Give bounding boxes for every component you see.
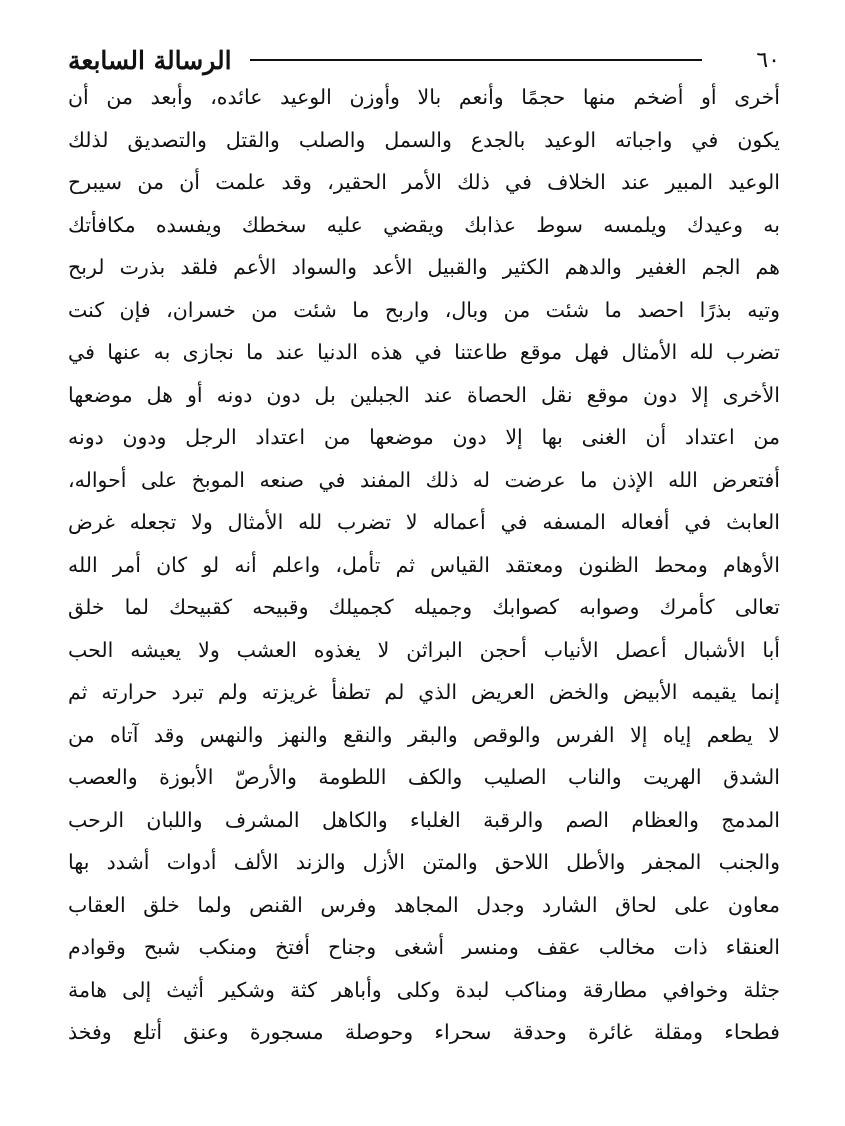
text-line: لا يطعم إياه إلا الفرس والوقص والبقر والنقع والنهز والنهس وقد آتاه من (68, 722, 780, 747)
text-line: تضرب لله الأمثال فهل موقع طاعتنا في هذه الدنيا عند ما نجازى به عنها في (68, 340, 780, 364)
text-line: فطحاء ومقلة غائرة وحدقة سحراء وحوصلة مسجورة وعنق أتلع وفخذ (68, 1020, 780, 1044)
text-line: إنما يقيمه الأبيض والخض العريض الذي لم تطفأ غريزته ولم تبرد حرارته ثم (68, 680, 780, 704)
text-line: تعالى كأمرك وصوابه كصوابك وجميله كجميلك وقبيحه كقبيحك لما خلق (68, 595, 780, 619)
text-line: به وعيدك ويلمسه سوط عذابك ويقضي عليه سخطك ويفسده مكافأتك (68, 212, 780, 237)
text-line: العابث في أفعاله المسفه في أعماله لا تضرب لله الأمثال ولا تجعله غرض (68, 510, 780, 534)
text-line: الأوهام ومحط الظنون ومعتقد القياس ثم تأمل، واعلم أنه لو كان أمر الله (68, 552, 780, 577)
text-line: جثلة وخوافي مطارقة ومناكب لبدة وكلى وأباهر كثة وشكير أثيث إلى هامة (68, 977, 780, 1002)
body-text (68, 76, 780, 1054)
text-line: أخرى أو أضخم منها حجمًا وأنعم بالا وأوزن الوعيد عائده، وأبعد من أن (68, 85, 780, 109)
text-line: والجنب المجفر والأطل اللاحق والمتن الأزل والزند الألف أدوات أشدد بها (68, 850, 780, 874)
text-line: يكون في واجباته الوعيد بالجدع والسمل والصلب والقتل والتصديق لذلك (68, 127, 780, 152)
text-line: المدمج والعظام الصم والرقبة الغلباء والكاهل المشرف واللبان الرحب (68, 807, 780, 832)
page-number: ٦٠ (756, 47, 780, 73)
text-line: معاون على لحاق الشارد وجدل المجاهد وفرس القنص ولما خلق العقاب (68, 892, 780, 917)
section-title: الرسالة السابعة (68, 45, 232, 75)
text-line: هم الجم الغفير والدهم الكثير والقبيل الأعد والسواد الأعم فلقد بذرت لربح (68, 255, 780, 279)
text-line: العنقاء ذات مخالب عقف ومنسر أشغى وجناح أفتخ ومنكب شبح وقوادم (68, 935, 780, 959)
text-line: أبا الأشبال أعصل الأنياب أحجن البراثن لا يغذوه العشب ولا يعيشه الحب (68, 637, 780, 662)
text-line: الأخرى إلا دون موقع نقل الحصاة عند الجبلين بل دون دونه أو هل موضعها (68, 382, 780, 407)
text-line: الوعيد المبير عند الخلاف في ذلك الأمر الحقير، وقد علمت أن من سيبرح (68, 170, 780, 194)
text-line: الشدق الهريت والناب الصليب والكف اللطومة والأرصّ الأبوزة والعصب (68, 765, 780, 789)
text-line: من اعتداد أن الغنى بها إلا دون موضعها من اعتداد الرجل ودون دونه (68, 425, 780, 449)
header-rule (250, 59, 702, 61)
text-line: وتيه بذرًا احصد ما شئت من وبال، واربح ما شئت من خسران، فإن كنت (68, 297, 780, 322)
text-line: أفتعرض الله الإذن ما عرضت له ذلك المفند في صنعه الموبخ على أحواله، (68, 467, 780, 492)
